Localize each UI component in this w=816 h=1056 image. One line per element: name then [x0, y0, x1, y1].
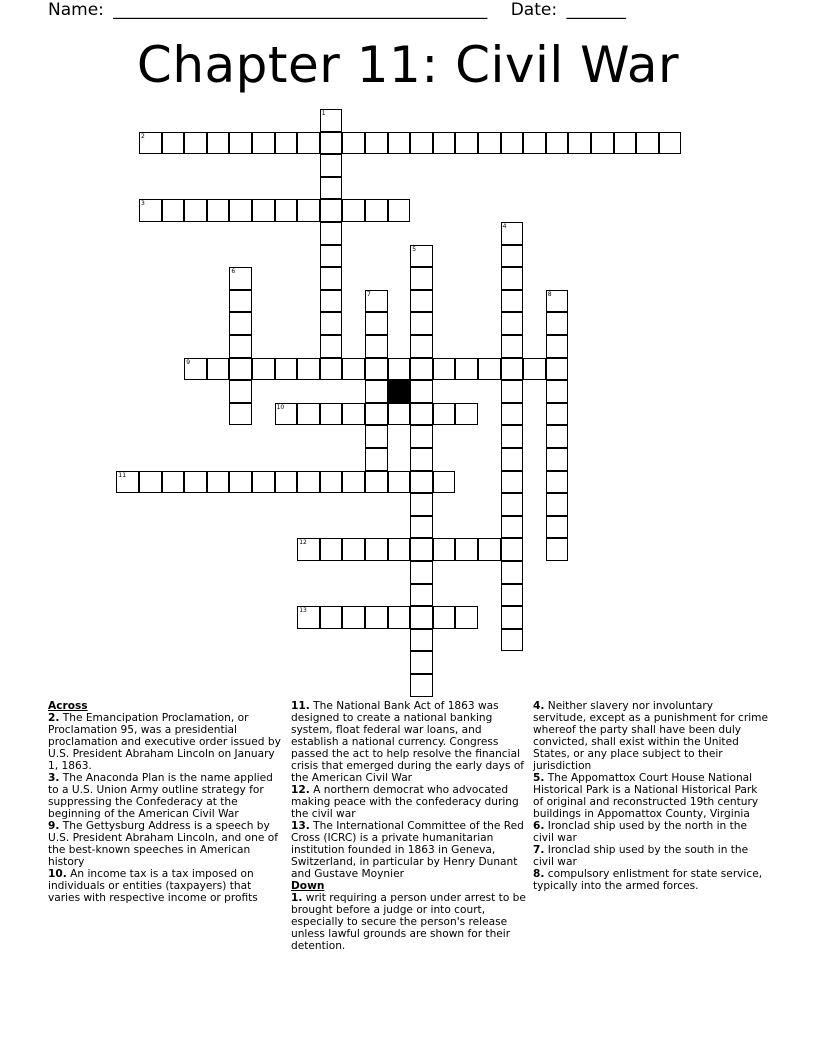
clues-column-3	[533, 700, 768, 892]
grid-cell[interactable]	[365, 403, 388, 426]
grid-cell[interactable]	[501, 335, 524, 358]
grid-cell[interactable]	[365, 199, 388, 222]
grid-cell[interactable]	[546, 403, 569, 426]
grid-cell[interactable]	[455, 403, 478, 426]
clue-text: compulsory enlistment for state service, typically into the armed forces.	[533, 868, 763, 892]
grid-cell[interactable]	[501, 425, 524, 448]
grid-cell[interactable]	[410, 538, 433, 561]
across-clue	[291, 700, 526, 784]
grid-cell[interactable]	[162, 132, 185, 155]
clue-number: 1	[321, 110, 326, 117]
clue-number: 9.	[48, 820, 60, 832]
grid-cell[interactable]	[501, 493, 524, 516]
grid-cell[interactable]	[252, 132, 275, 155]
grid-cell[interactable]	[207, 358, 230, 381]
grid-cell[interactable]	[162, 471, 185, 494]
grid-cell[interactable]	[501, 358, 524, 381]
grid-cell[interactable]	[523, 358, 546, 381]
grid-cell[interactable]	[546, 448, 569, 471]
grid-cell[interactable]	[501, 538, 524, 561]
down-clue	[533, 868, 768, 892]
grid-cell[interactable]	[455, 132, 478, 155]
clue-number: 13	[299, 607, 307, 615]
grid-cell[interactable]	[320, 267, 343, 290]
grid-cell[interactable]	[501, 448, 524, 471]
grid-cell[interactable]	[388, 199, 411, 222]
grid-cell[interactable]	[433, 471, 456, 494]
clue-number: 4	[502, 223, 507, 230]
grid-cell[interactable]	[410, 448, 433, 471]
grid-cell[interactable]	[229, 267, 252, 290]
grid-cell[interactable]	[207, 132, 230, 155]
grid-cell[interactable]	[410, 290, 433, 313]
name-label: Name:	[48, 0, 104, 20]
grid-cell[interactable]	[365, 425, 388, 448]
clue-number: 1.	[291, 892, 303, 904]
grid-cell[interactable]	[501, 606, 524, 629]
grid-cell[interactable]	[546, 132, 569, 155]
grid-cell[interactable]	[229, 358, 252, 381]
grid-cell[interactable]	[365, 358, 388, 381]
grid-cell[interactable]	[501, 584, 524, 607]
grid-cell[interactable]	[546, 516, 569, 539]
across-clue	[48, 868, 283, 904]
clue-number: 7.	[533, 844, 545, 856]
grid-cell[interactable]	[659, 132, 682, 155]
grid-cell[interactable]	[501, 629, 524, 652]
grid-cell[interactable]	[365, 312, 388, 335]
grid-cell[interactable]	[410, 245, 433, 268]
grid-cell[interactable]	[410, 651, 433, 674]
grid-cell[interactable]	[139, 199, 162, 222]
grid-cell[interactable]	[501, 245, 524, 268]
clue-text: The International Committee of the Red Cross (ICRC) is a private humanitarian institution founded in 1863 in Geneva, Switzerland, in particular by Henry Dunant and Gustave Moynier	[291, 820, 524, 880]
clue-text: Ironclad ship used by the south in the civil war	[533, 844, 749, 868]
page-title: Chapter 11: Civil War	[136, 36, 680, 94]
clue-number: 5.	[533, 772, 545, 784]
grid-cell[interactable]	[410, 358, 433, 381]
grid-cell[interactable]	[478, 538, 501, 561]
grid-cell[interactable]	[455, 358, 478, 381]
grid-cell[interactable]	[410, 425, 433, 448]
grid-cell[interactable]	[410, 312, 433, 335]
down-clue	[533, 820, 768, 844]
grid-cell[interactable]	[546, 471, 569, 494]
grid-cell[interactable]	[388, 471, 411, 494]
grid-cell[interactable]	[320, 403, 343, 426]
grid-cell[interactable]	[523, 132, 546, 155]
grid-cell[interactable]	[478, 132, 501, 155]
grid-cell[interactable]	[275, 132, 298, 155]
grid-cell[interactable]	[342, 358, 365, 381]
clue-number: 4.	[533, 700, 545, 712]
clue-number: 10.	[48, 868, 67, 880]
grid-cell[interactable]	[501, 516, 524, 539]
grid-cell[interactable]	[297, 132, 320, 155]
grid-cell[interactable]	[546, 380, 569, 403]
grid-cell[interactable]	[275, 358, 298, 381]
grid-cell[interactable]	[320, 245, 343, 268]
grid-cell[interactable]	[546, 538, 569, 561]
grid-cell[interactable]	[184, 471, 207, 494]
grid-cell[interactable]	[229, 199, 252, 222]
grid-cell[interactable]	[229, 403, 252, 426]
clue-text: The National Bank Act of 1863 was designed to create a national banking system, float federal war loans, and establish a national currency. Congress passed the act to help resolve the financial crisis that emerged during the early days of the American Civil War	[291, 700, 525, 784]
clue-text: The Emancipation Proclamation, or Proclamation 95, was a presidential proclamation and executive order issued by U.S. President Abraham Lincoln on January 1, 1863.	[48, 712, 281, 772]
grid-cell[interactable]	[342, 471, 365, 494]
grid-cell[interactable]	[410, 606, 433, 629]
grid-cell[interactable]	[365, 132, 388, 155]
clue-text: The Anaconda Plan is the name applied to a U.S. Union Army outline strategy for suppressing the Confederacy at the beginning of the American Civil War	[48, 772, 273, 820]
grid-cell[interactable]	[297, 199, 320, 222]
grid-cell[interactable]	[546, 335, 569, 358]
grid-cell[interactable]	[297, 471, 320, 494]
grid-cell[interactable]	[320, 177, 343, 200]
clue-number: 2.	[48, 712, 60, 724]
clue-number: 2	[141, 132, 145, 140]
grid-cell[interactable]	[546, 358, 569, 381]
grid-cell[interactable]	[501, 380, 524, 403]
grid-cell[interactable]	[501, 222, 524, 245]
clues-column-2	[291, 700, 526, 952]
clue-number: 12.	[291, 784, 310, 796]
grid-cell[interactable]	[636, 132, 659, 155]
grid-cell[interactable]	[162, 199, 185, 222]
grid-cell[interactable]	[320, 312, 343, 335]
across-clue	[48, 712, 283, 772]
clue-number: 3.	[48, 772, 60, 784]
clue-text: An income tax is a tax imposed on individuals or entities (taxpayers) that varies with respective income or profits	[48, 868, 258, 904]
grid-cell[interactable]	[320, 606, 343, 629]
down-clue-list-continued	[533, 700, 768, 892]
down-clue	[533, 700, 768, 772]
clue-number: 11.	[291, 700, 310, 712]
across-clue-list	[48, 712, 283, 904]
grid-cell[interactable]	[410, 674, 433, 697]
clue-number: 3	[141, 200, 145, 208]
grid-cell[interactable]	[297, 403, 320, 426]
grid-cell[interactable]	[275, 199, 298, 222]
grid-cell[interactable]	[229, 312, 252, 335]
across-clue	[291, 784, 526, 820]
clue-text: A northern democrat who advocated making peace with the confederacy during the civil war	[291, 784, 519, 820]
grid-cell[interactable]	[365, 538, 388, 561]
grid-cell[interactable]	[546, 493, 569, 516]
grid-cell[interactable]	[342, 403, 365, 426]
grid-cell[interactable]	[365, 448, 388, 471]
clue-number: 6	[231, 268, 236, 276]
grid-cell[interactable]	[546, 425, 569, 448]
down-clue	[533, 772, 768, 820]
grid-cell[interactable]	[320, 199, 343, 222]
grid-cell[interactable]	[229, 132, 252, 155]
grid-cell[interactable]	[365, 380, 388, 403]
grid-cell[interactable]	[320, 335, 343, 358]
grid-cell[interactable]	[501, 267, 524, 290]
down-clue	[291, 892, 526, 952]
grid-cell[interactable]	[229, 471, 252, 494]
grid-cell[interactable]	[365, 290, 388, 313]
grid-cell[interactable]	[501, 312, 524, 335]
clue-number: 7	[367, 290, 371, 298]
grid-cell[interactable]	[320, 154, 343, 177]
grid-cell[interactable]	[342, 606, 365, 629]
clue-number: 6.	[533, 820, 545, 832]
grid-cell[interactable]	[501, 290, 524, 313]
clue-number: 8.	[533, 868, 545, 880]
grid-cell[interactable]	[388, 538, 411, 561]
grid-cell[interactable]	[229, 335, 252, 358]
date-label: Date:	[510, 0, 558, 20]
grid-cell[interactable]	[184, 358, 207, 381]
grid-cell[interactable]	[410, 132, 433, 155]
clue-number: 12	[299, 539, 307, 547]
grid-cell[interactable]	[433, 403, 456, 426]
across-clue	[48, 772, 283, 820]
grid-cell[interactable]	[320, 132, 343, 155]
grid-cell[interactable]	[275, 471, 298, 494]
grid-cell[interactable]	[342, 132, 365, 155]
grid-cell[interactable]	[455, 606, 478, 629]
grid-cell[interactable]	[410, 380, 433, 403]
grid-cell[interactable]	[410, 335, 433, 358]
grid-cell[interactable]	[229, 290, 252, 313]
grid-cell[interactable]	[297, 538, 320, 561]
grid-cell[interactable]	[365, 335, 388, 358]
across-clue	[48, 820, 283, 868]
grid-cell[interactable]	[342, 199, 365, 222]
grid-cell[interactable]	[388, 606, 411, 629]
grid-cell[interactable]	[139, 471, 162, 494]
grid-cell[interactable]	[433, 132, 456, 155]
grid-cell[interactable]	[388, 358, 411, 381]
clue-number: 10	[276, 403, 285, 411]
grid-cell[interactable]	[410, 471, 433, 494]
grid-cell[interactable]	[184, 132, 207, 155]
clue-text: The Appomattox Court House National Historical Park is a National Historical Park of original and reconstructed 19th century buildings in Appomattox County, Virginia	[533, 772, 759, 820]
date-line[interactable]: _______	[566, 0, 626, 20]
grid-cell[interactable]	[320, 290, 343, 313]
grid-cell[interactable]	[410, 493, 433, 516]
clue-number: 13.	[291, 820, 310, 832]
grid-cell[interactable]	[297, 606, 320, 629]
grid-cell[interactable]	[410, 267, 433, 290]
clue-text: Neither slavery nor involuntary servitude, except as a punishment for crime whereof the party shall have been duly convicted, shall exist within the United States, or any place subject to their jurisdiction	[533, 700, 768, 772]
grid-cell[interactable]	[501, 132, 524, 155]
grid-cell[interactable]	[410, 629, 433, 652]
grid-cell[interactable]	[207, 471, 230, 494]
clue-number: 8	[547, 290, 552, 298]
name-line[interactable]: ____________________________________________	[113, 0, 488, 20]
grid-cell[interactable]	[546, 312, 569, 335]
clue-text: The Gettysburg Address is a speech by U.S. President Abraham Lincoln, and one of the best-known speeches in American history	[48, 820, 278, 868]
grid-cell[interactable]	[275, 403, 298, 426]
grid-cell[interactable]	[501, 561, 524, 584]
down-clue-list	[291, 892, 526, 952]
clue-number: 9	[186, 358, 191, 366]
grid-cell[interactable]	[410, 403, 433, 426]
grid-cell[interactable]	[546, 290, 569, 313]
grid-cell[interactable]	[433, 358, 456, 381]
grid-cell[interactable]	[116, 471, 139, 494]
grid-cell[interactable]	[478, 358, 501, 381]
grid-cell[interactable]	[568, 132, 591, 155]
clue-text: writ requiring a person under arrest to be brought before a judge or into court, especially to secure the person's release unless lawful grounds are shown for their detention.	[291, 892, 526, 952]
down-heading: Down	[291, 880, 325, 892]
clue-number: 5	[412, 245, 417, 253]
grid-cell[interactable]	[252, 471, 275, 494]
grid-cell[interactable]	[410, 584, 433, 607]
down-clue	[533, 844, 768, 868]
grid-cell[interactable]	[320, 471, 343, 494]
clue-text: Ironclad ship used by the north in the civil war	[533, 820, 747, 844]
grid-cell[interactable]	[320, 222, 343, 245]
grid-cell[interactable]	[252, 199, 275, 222]
grid-block	[388, 380, 411, 403]
grid-cell[interactable]	[184, 199, 207, 222]
grid-cell[interactable]	[455, 538, 478, 561]
grid-cell[interactable]	[614, 132, 637, 155]
grid-cell[interactable]	[388, 403, 411, 426]
grid-cell[interactable]	[501, 403, 524, 426]
grid-cell[interactable]	[365, 471, 388, 494]
clues-column-1	[48, 700, 283, 904]
across-clue-list-continued	[291, 700, 526, 880]
grid-cell[interactable]	[388, 132, 411, 155]
grid-cell[interactable]	[433, 538, 456, 561]
grid-cell[interactable]	[320, 358, 343, 381]
across-clue	[291, 820, 526, 880]
grid-cell[interactable]	[591, 132, 614, 155]
grid-cell[interactable]	[320, 109, 343, 132]
grid-cell[interactable]	[252, 358, 275, 381]
clue-number: 11	[118, 471, 127, 479]
grid-cell[interactable]	[297, 358, 320, 381]
grid-cell[interactable]	[139, 132, 162, 155]
grid-cell[interactable]	[365, 606, 388, 629]
grid-cell[interactable]	[410, 561, 433, 584]
grid-cell[interactable]	[320, 538, 343, 561]
grid-cell[interactable]	[342, 538, 365, 561]
grid-cell[interactable]	[501, 471, 524, 494]
grid-cell[interactable]	[229, 380, 252, 403]
grid-cell[interactable]	[207, 199, 230, 222]
grid-cell[interactable]	[433, 606, 456, 629]
across-heading: Across	[48, 700, 88, 712]
grid-cell[interactable]	[410, 516, 433, 539]
